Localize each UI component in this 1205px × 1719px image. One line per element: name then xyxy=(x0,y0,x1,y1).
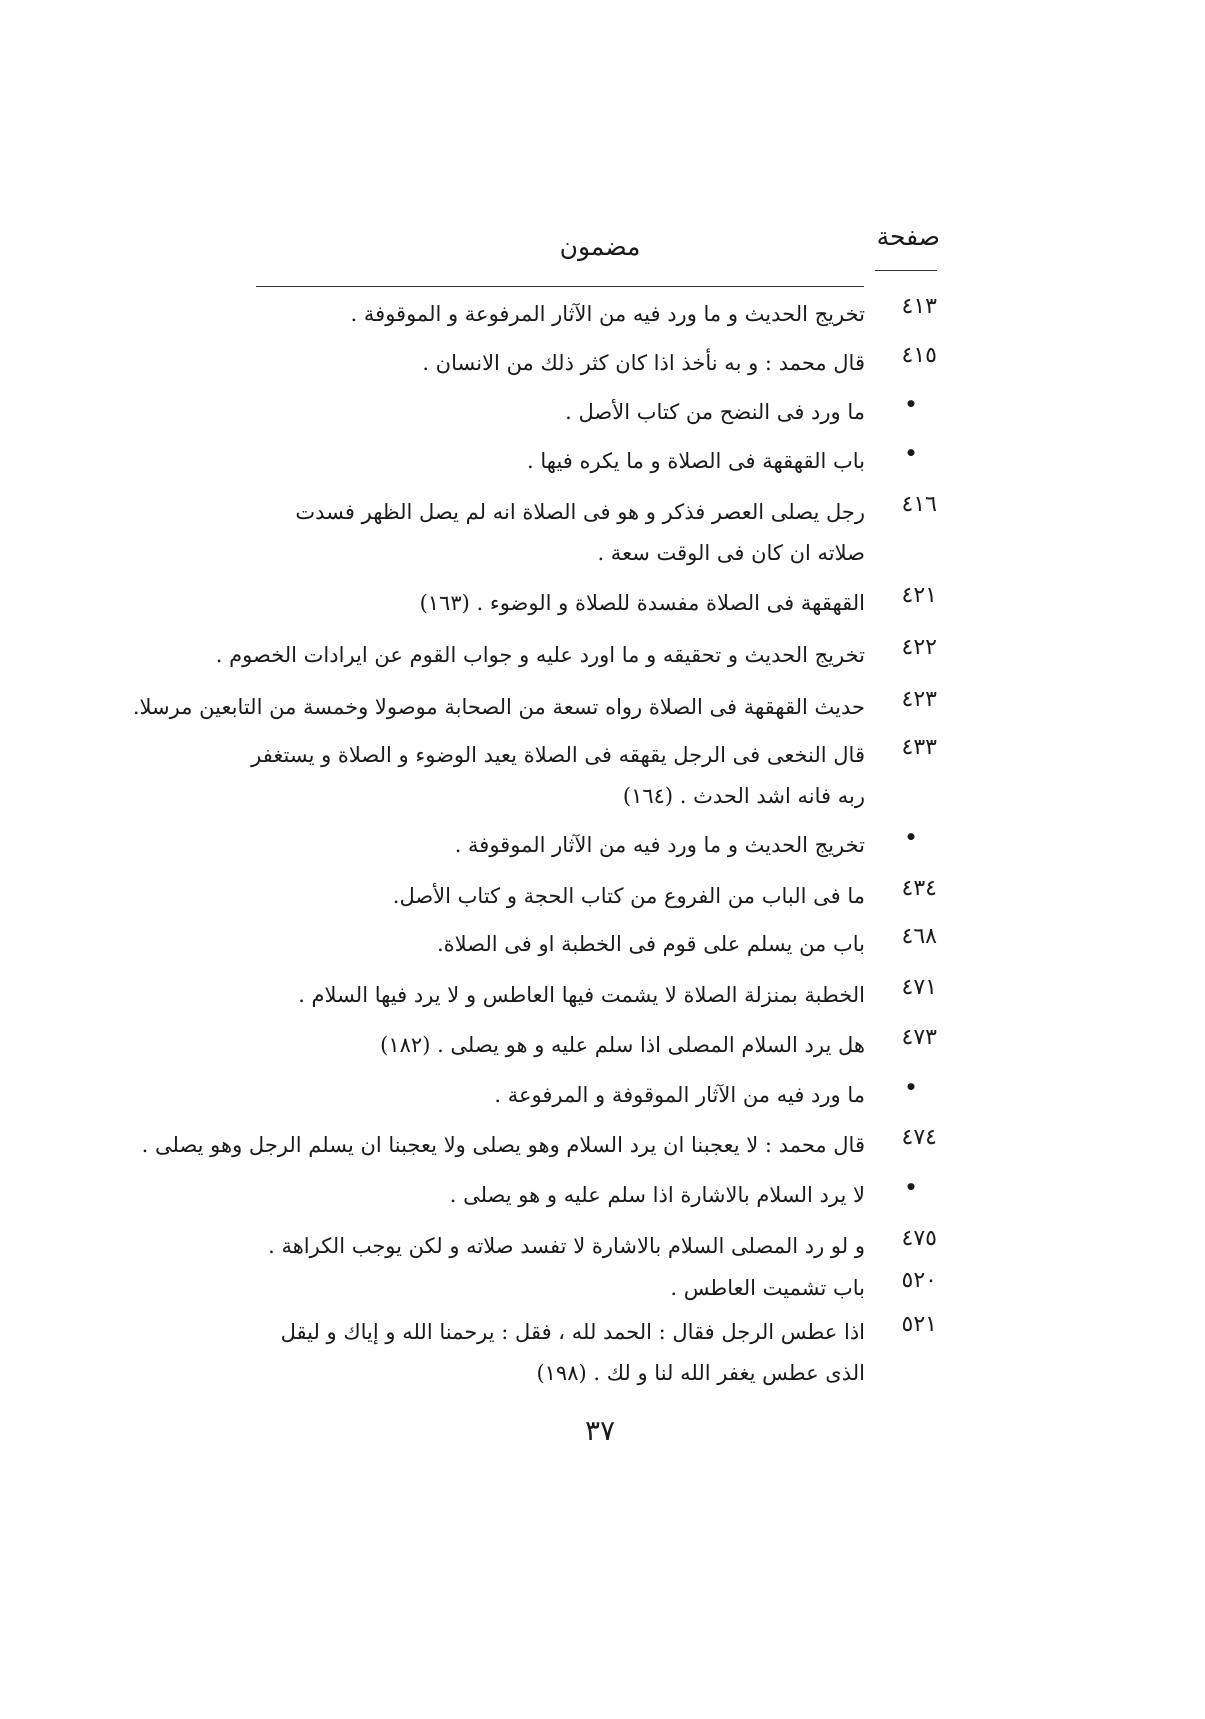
page-column-header: صفحة xyxy=(876,222,940,251)
bullet-marker: • xyxy=(904,392,918,416)
entry-text: باب القهقهة فى الصلاة و ما يكره فيها . xyxy=(527,449,865,473)
entry-text: ما ورد فى النضح من كتاب الأصل . xyxy=(565,400,865,424)
entry-page-number: ٤٢٣ xyxy=(901,687,937,712)
bullet-marker: • xyxy=(904,441,918,465)
entry-text: اذا عطس الرجل فقال : الحمد لله ، فقل : يرحمنا الله و إياك و ليقل الذى عطس يغفر الله لنا و لك . (١٩٨) xyxy=(280,1320,865,1385)
bullet-marker: • xyxy=(904,1175,918,1199)
entry-text: حديث القهقهة فى الصلاة رواه تسعة من الصحابة موصولا وخمسة من التابعين مرسلا. xyxy=(132,695,865,719)
entry-text: قال محمد : لا يعجبنا ان يرد السلام وهو يصلى ولا يعجبنا ان يسلم الرجل وهو يصلى . xyxy=(141,1133,865,1157)
entry-page-number: ٤٢١ xyxy=(901,583,937,608)
entry-page-number: ٤١٣ xyxy=(901,294,937,319)
entry-text: باب تشميت العاطس . xyxy=(670,1276,865,1300)
entry-text: قال محمد : و به نأخذ اذا كان كثر ذلك من الانسان . xyxy=(422,351,865,375)
entry-page-number: ٤٧٣ xyxy=(901,1025,937,1050)
entry-page-number: ٤٣٣ xyxy=(901,735,937,760)
entry-page-number: ٥٢١ xyxy=(901,1312,937,1337)
entry-text: ما فى الباب من الفروع من كتاب الحجة و كتاب الأصل. xyxy=(392,884,865,908)
entry-text: القهقهة فى الصلاة مفسدة للصلاة و الوضوء . (١٦٣) xyxy=(419,591,865,615)
page-number: ٣٧ xyxy=(584,1414,616,1447)
entry-text: قال النخعى فى الرجل يقهقه فى الصلاة يعيد الوضوء و الصلاة و يستغفر ربه فانه اشد الحدث . (١٦٤) xyxy=(251,743,865,808)
entry-page-number: ٤٧٥ xyxy=(901,1226,937,1251)
content-column-header: مضمون xyxy=(559,232,641,261)
entry-text: الخطبة بمنزلة الصلاة لا يشمت فيها العاطس و لا يرد فيها السلام . xyxy=(298,983,865,1007)
entry-text: لا يرد السلام بالاشارة اذا سلم عليه و هو يصلى . xyxy=(449,1183,865,1207)
entry-text: رجل يصلى العصر فذكر و هو فى الصلاة انه لم يصل الظهر فسدت صلاته ان كان فى الوقت سعة . xyxy=(295,500,865,565)
bullet-marker: • xyxy=(904,825,918,849)
entry-page-number: ٤٧١ xyxy=(901,975,937,1000)
entry-page-number: ٤٧٤ xyxy=(901,1125,937,1150)
entry-text: ما ورد فيه من الآثار الموقوفة و المرفوعة . xyxy=(494,1083,865,1107)
entry-text: هل يرد السلام المصلى اذا سلم عليه و هو يصلى . (١٨٢) xyxy=(380,1033,865,1057)
entry-page-number: ٤٣٤ xyxy=(901,876,937,901)
entry-page-number: ٤١٥ xyxy=(901,343,937,368)
entry-text: تخريج الحديث و تحقيقه و ما اورد عليه و جواب القوم عن ايرادات الخصوم . xyxy=(215,643,865,667)
entry-page-number: ٤١٦ xyxy=(901,492,937,517)
entry-text: تخريج الحديث و ما ورد فيه من الآثار الموقوفة . xyxy=(454,833,865,857)
entry-text: تخريج الحديث و ما ورد فيه من الآثار المرفوعة و الموقوفة . xyxy=(350,302,865,326)
entry-page-number: ٤٢٢ xyxy=(901,635,937,660)
entry-text: و لو رد المصلى السلام بالاشارة لا تفسد صلاته و لكن يوجب الكراهة . xyxy=(268,1234,865,1258)
entry-page-number: ٤٦٨ xyxy=(901,924,937,949)
entry-text: باب من يسلم على قوم فى الخطبة او فى الصلاة. xyxy=(436,932,865,956)
entry-page-number: ٥٢٠ xyxy=(901,1268,937,1293)
bullet-marker: • xyxy=(904,1075,918,1099)
